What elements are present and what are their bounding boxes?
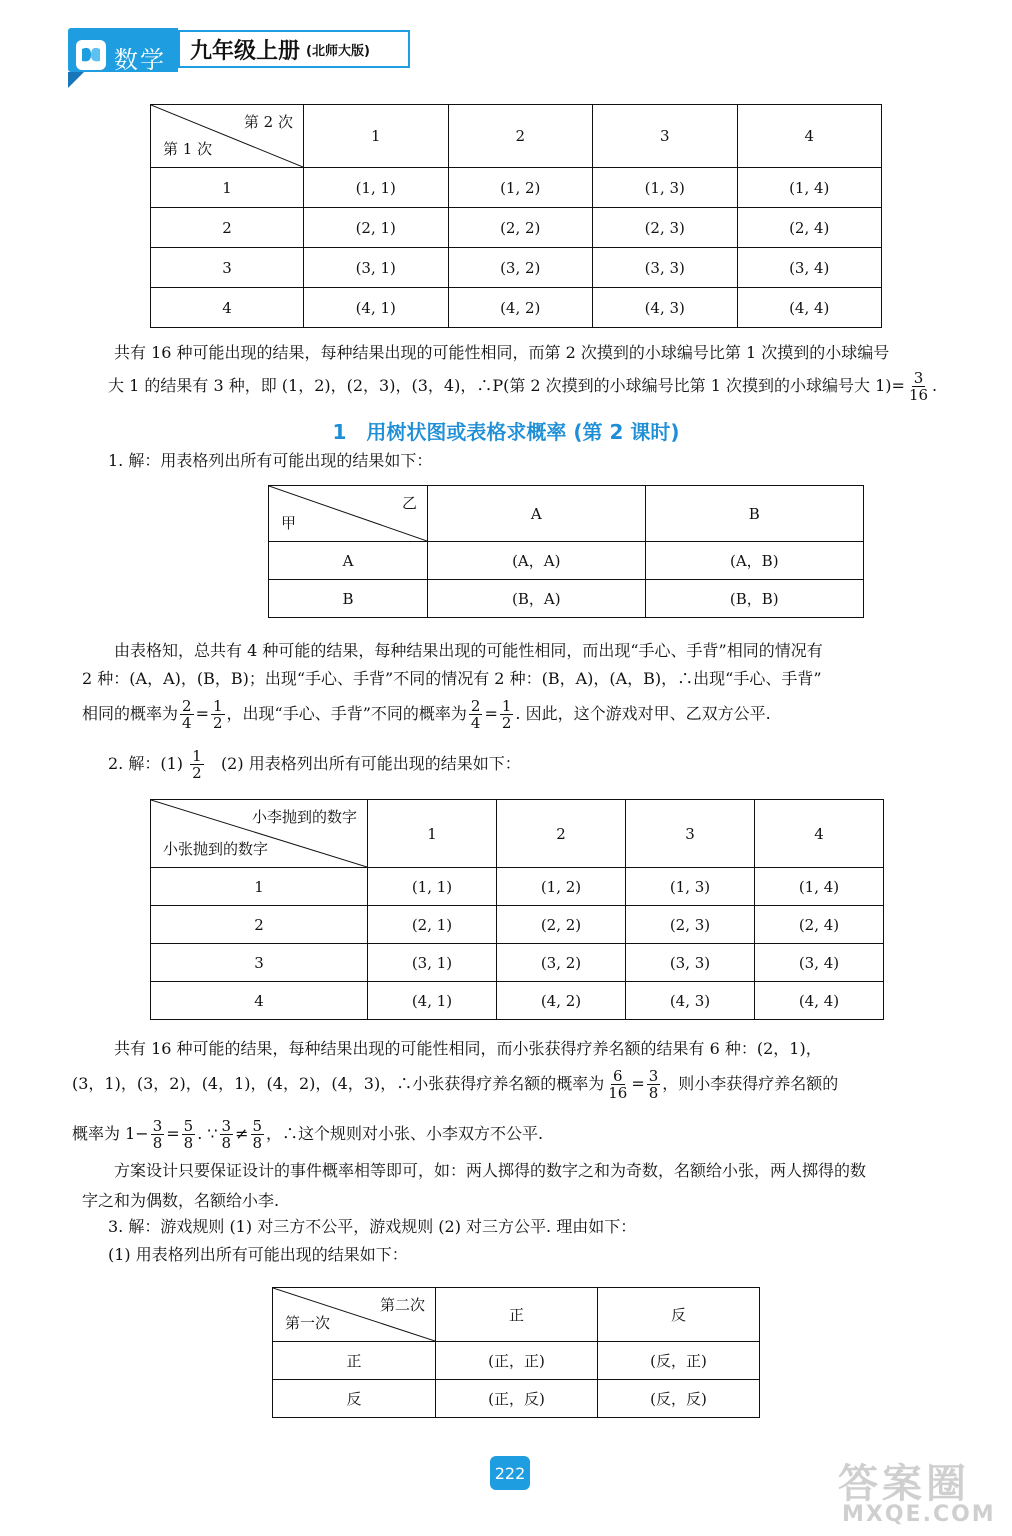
row-header: 3	[151, 248, 304, 288]
row-header: 1	[151, 168, 304, 208]
corner-top-label: 第 2 次	[243, 113, 293, 131]
fraction: $\frac{2}{4}$	[182, 697, 192, 732]
table-corner-cell	[151, 800, 368, 868]
header-ribbon-tail	[68, 72, 84, 88]
table-cell: (B，A)	[428, 580, 646, 618]
table-cell: (1, 1)	[304, 168, 449, 208]
row-header: A	[269, 542, 428, 580]
fraction: $\frac{6}{16}$	[608, 1067, 628, 1102]
table-header-row	[269, 486, 864, 542]
table-cell: (1, 3)	[626, 868, 755, 906]
table-cell: (2, 3)	[626, 906, 755, 944]
results-table-3	[150, 799, 884, 1020]
table-cell: (1, 2)	[448, 168, 593, 208]
table-corner-cell	[269, 486, 428, 542]
equals-sign: =	[484, 704, 498, 723]
table-cell: (2, 2)	[448, 208, 593, 248]
table-cell: (4, 2)	[448, 288, 593, 328]
corner-top-label: 小李抛到的数字	[251, 808, 357, 826]
table-cell: (1, 3)	[593, 168, 738, 208]
results-table-4	[272, 1287, 760, 1418]
fraction: $\frac{1}{2}$	[212, 697, 223, 732]
column-header: 2	[448, 105, 593, 168]
q2-text-1: 共有 16 种可能的结果，每种结果出现的可能性相同，而小张获得疗养名额的结果有 6 种：(2，1)，	[114, 1039, 822, 1058]
table-cell: (3, 1)	[368, 944, 497, 982]
table-cell: (1, 4)	[737, 168, 882, 208]
table-header-row	[273, 1288, 760, 1342]
table-cell: (B，B)	[645, 580, 863, 618]
paragraph-conclusion-1b	[108, 370, 988, 403]
text-line: ，∴这个规则对小张、小李双方不公平.	[266, 1124, 544, 1143]
table-cell: (2, 1)	[304, 208, 449, 248]
corner-top-label: 第二次	[379, 1296, 425, 1314]
q3-line-1: 3. 解：游戏规则 (1) 对三方不公平，游戏规则 (2) 对三方公平. 理由如下：	[108, 1217, 637, 1236]
results-table-2	[268, 485, 864, 618]
fraction: $\frac{1}{2}$	[501, 697, 512, 732]
table-cell: (1, 1)	[368, 868, 497, 906]
row-header: B	[269, 580, 428, 618]
fraction: $\frac{5}{8}$	[183, 1117, 194, 1152]
table-cell: (4, 2)	[497, 982, 626, 1020]
table-row	[151, 288, 882, 328]
table-cell: (3, 4)	[755, 944, 884, 982]
page-header	[68, 22, 414, 88]
column-header: B	[645, 486, 863, 542]
fraction: $\frac{3}{8}$	[648, 1067, 659, 1102]
equals-sign: =	[195, 704, 209, 723]
table-corner-cell	[151, 105, 304, 168]
page-number: 222	[490, 1456, 530, 1490]
header-subject-band	[68, 28, 178, 72]
text-line: . 因此，这个游戏对甲、乙双方公平.	[515, 704, 771, 723]
column-header: 3	[593, 105, 738, 168]
row-header: 正	[273, 1342, 436, 1380]
table-cell: (3, 3)	[626, 944, 755, 982]
text-line: 共有 16 种可能出现的结果，每种结果出现的可能性相同，而第 2 次摸到的小球编号比第 1 次摸到的小球编号	[114, 343, 890, 362]
table-row	[151, 208, 882, 248]
table-row	[269, 580, 864, 618]
table-cell: (1, 4)	[755, 868, 884, 906]
table-row	[273, 1342, 760, 1380]
table-row	[151, 944, 884, 982]
column-header: 正	[436, 1288, 598, 1342]
text-line: 概率为 1−	[72, 1124, 149, 1143]
table-cell: (4, 3)	[626, 982, 755, 1020]
text-line: ，则小李获得疗养名额的	[662, 1074, 839, 1093]
header-edition: (北师大版)	[306, 43, 370, 59]
q3-line-2: (1) 用表格列出所有可能出现的结果如下：	[108, 1245, 408, 1264]
column-header: 1	[368, 800, 497, 868]
table-cell: (3, 3)	[593, 248, 738, 288]
leaf-book-icon	[76, 40, 106, 70]
table-cell: (2, 2)	[497, 906, 626, 944]
row-header: 3	[151, 944, 368, 982]
row-header: 2	[151, 208, 304, 248]
header-subject: 数学	[114, 46, 166, 74]
row-header: 1	[151, 868, 368, 906]
text-line: . ∵	[197, 1124, 218, 1143]
q1-text-3	[82, 698, 972, 731]
table-cell: (3, 2)	[497, 944, 626, 982]
not-equal-sign: ≠	[235, 1124, 249, 1143]
table-row	[151, 168, 882, 208]
equals-sign: =	[166, 1124, 180, 1143]
table-row	[269, 542, 864, 580]
table-cell: (4, 1)	[368, 982, 497, 1020]
q2-intro	[108, 748, 968, 781]
row-header: 反	[273, 1380, 436, 1418]
fraction: $\frac{3}{16}$	[908, 369, 929, 404]
corner-bottom-label: 小张抛到的数字	[163, 840, 269, 858]
q2-text-3	[72, 1118, 972, 1151]
table-cell: (3, 1)	[304, 248, 449, 288]
table-row	[151, 982, 884, 1020]
table-cell: (1, 2)	[497, 868, 626, 906]
fraction: $\frac{1}{2}$	[192, 747, 202, 782]
column-header: 2	[497, 800, 626, 868]
text-line: (2) 用表格列出所有可能出现的结果如下：	[220, 754, 521, 773]
table-header-row	[151, 105, 882, 168]
equals-sign: =	[631, 1074, 645, 1093]
watermark-title: 答案圈	[838, 1461, 970, 1507]
corner-bottom-label: 甲	[281, 514, 297, 532]
table-cell: (4, 3)	[593, 288, 738, 328]
table-cell: (反，正)	[598, 1342, 760, 1380]
fraction: $\frac{2}{4}$	[470, 697, 481, 732]
corner-bottom-label: 第一次	[285, 1314, 331, 1332]
header-grade: 九年级上册	[190, 38, 301, 64]
table-row	[273, 1380, 760, 1418]
column-header: 4	[737, 105, 882, 168]
q2-text-5: 字之和为偶数，名额给小李.	[82, 1191, 280, 1210]
column-header: 反	[598, 1288, 760, 1342]
table-cell: (3, 2)	[448, 248, 593, 288]
table-cell: (A，A)	[428, 542, 646, 580]
column-header: A	[428, 486, 646, 542]
q1-intro: 1. 解：用表格列出所有可能出现的结果如下：	[108, 451, 433, 470]
text-line: .	[932, 376, 938, 395]
table-row	[151, 868, 884, 906]
text-line: 相同的概率为	[82, 704, 179, 723]
column-header: 4	[755, 800, 884, 868]
table-cell: (4, 1)	[304, 288, 449, 328]
column-header: 1	[304, 105, 449, 168]
q2-text-2	[72, 1068, 972, 1101]
corner-bottom-label: 第 1 次	[163, 140, 213, 158]
column-header: 3	[626, 800, 755, 868]
fraction: $\frac{3}{8}$	[221, 1117, 232, 1152]
q2-text-4: 方案设计只要保证设计的事件概率相等即可，如：两人掷得的数字之和为奇数，名额给小张，两人掷得的数	[114, 1161, 867, 1180]
table-cell: (2, 4)	[737, 208, 882, 248]
table-corner-cell	[273, 1288, 436, 1342]
row-header: 2	[151, 906, 368, 944]
table-cell: (2, 1)	[368, 906, 497, 944]
table-cell: (正，正)	[436, 1342, 598, 1380]
table-header-row	[151, 800, 884, 868]
table-cell: (正，反)	[436, 1380, 598, 1418]
table-cell: (4, 4)	[755, 982, 884, 1020]
text-line: 2. 解：(1)	[108, 754, 184, 773]
text-line: ，出现“手心、手背”不同的概率为	[226, 704, 467, 723]
table-cell: (2, 3)	[593, 208, 738, 248]
table-cell: (A，B)	[645, 542, 863, 580]
header-title-box	[178, 30, 410, 68]
corner-top-label: 乙	[401, 494, 417, 512]
table-cell: (3, 4)	[737, 248, 882, 288]
fraction: $\frac{5}{8}$	[252, 1117, 263, 1152]
results-table-1	[150, 104, 882, 328]
section-title: 1 用树状图或表格求概率 (第 2 课时)	[332, 420, 680, 444]
q1-text-1: 由表格知，总共有 4 种可能的结果，每种结果出现的可能性相同，而出现“手心、手背”相同的情况有	[114, 641, 823, 660]
table-cell: (4, 4)	[737, 288, 882, 328]
row-header: 4	[151, 288, 304, 328]
row-header: 4	[151, 982, 368, 1020]
watermark	[838, 1452, 1004, 1532]
table-cell: (2, 4)	[755, 906, 884, 944]
watermark-url: MXQE.COM	[842, 1502, 996, 1527]
q1-text-2: 2 种：(A，A)，(B，B)；出现“手心、手背”不同的情况有 2 种：(B，A)，(A，B)，∴出现“手心、手背”	[82, 669, 822, 688]
table-row	[151, 906, 884, 944]
table-row	[151, 248, 882, 288]
text-line: (3，1)，(3，2)，(4，1)，(4，2)，(4，3)，∴小张获得疗养名额的概率为	[72, 1074, 605, 1093]
fraction: $\frac{3}{8}$	[152, 1117, 163, 1152]
text-line: 大 1 的结果有 3 种，即 (1，2)，(2，3)，(3，4)，∴P(第 2 次摸到的小球编号比第 1 次摸到的小球编号大 1)=	[108, 376, 905, 395]
table-cell: (反，反)	[598, 1380, 760, 1418]
paragraph-conclusion-1	[82, 338, 972, 368]
